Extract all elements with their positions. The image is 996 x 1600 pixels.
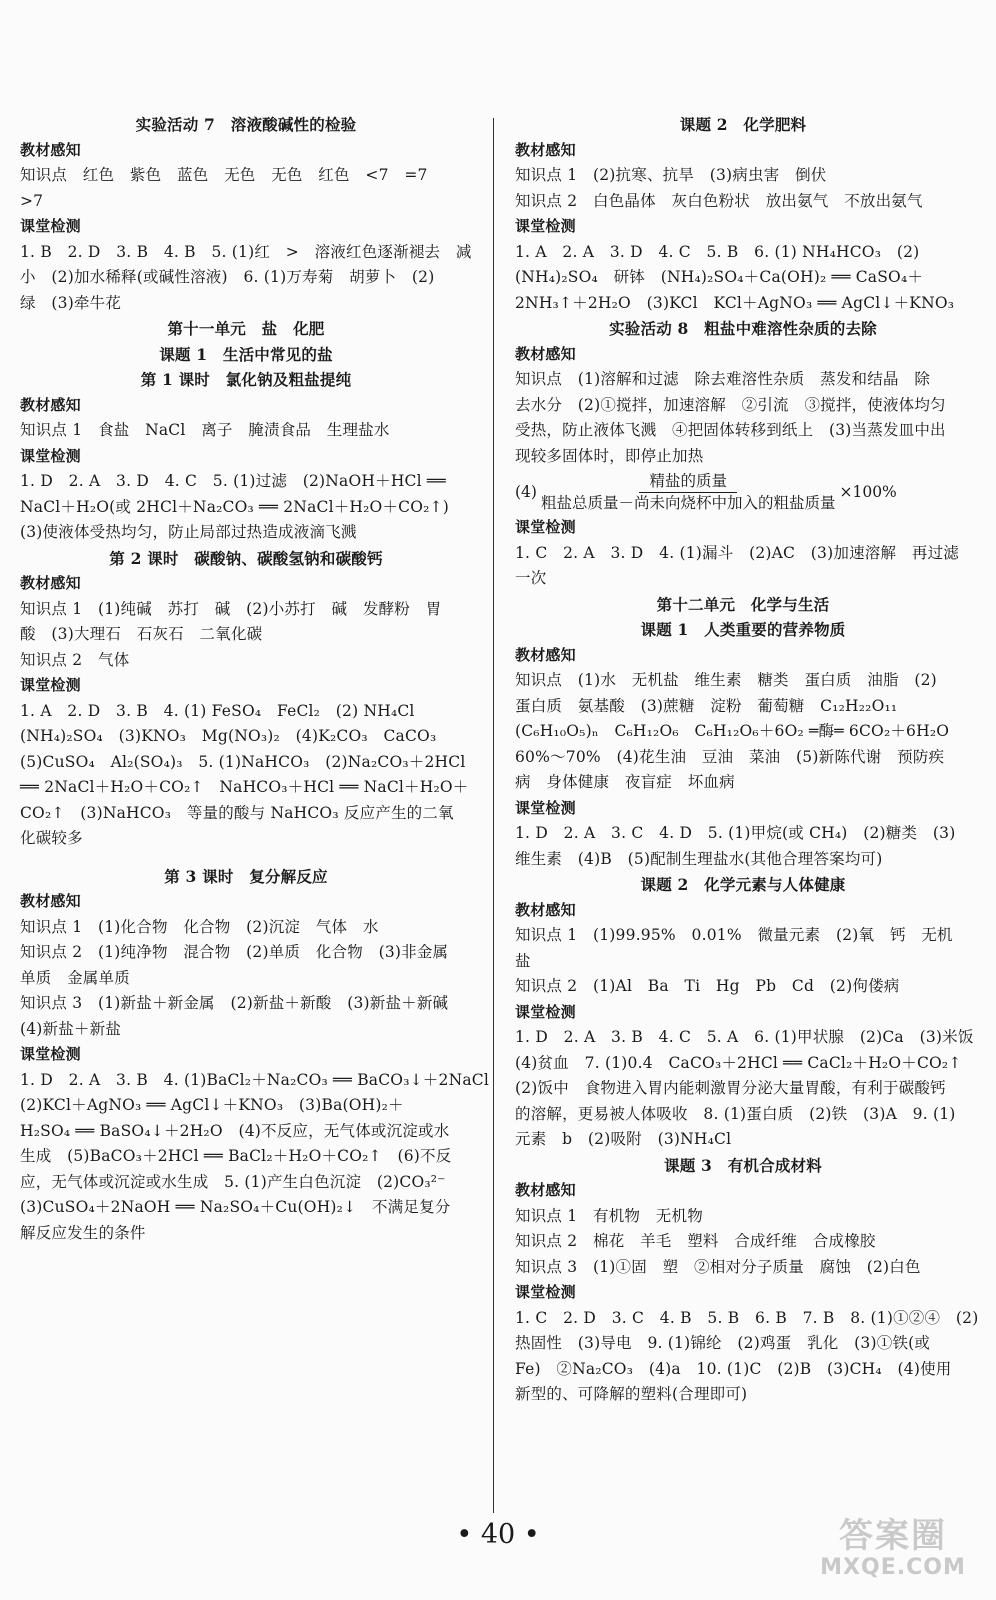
section-title: 第 3 课时 复分解反应 bbox=[164, 866, 328, 886]
text-line: 1. D 2. A 3. B 4. (1)BaCl₂＋Na₂CO₃ ══ BaCO₃↓＋2NaCl bbox=[20, 1070, 489, 1089]
text-line: 生成 (5)BaCO₃＋2HCl ══ BaCl₂＋H₂O＋CO₂↑ (6)不反 bbox=[20, 1147, 452, 1165]
text-line: 1. C 2. D 3. C 4. B 5. B 6. B 7. B 8. (1)①②④ (2) bbox=[515, 1308, 979, 1327]
section-title: 第十二单元 化学与生活 bbox=[656, 594, 830, 614]
spacer bbox=[20, 852, 472, 864]
text-line: 2NH₃↑＋2H₂O (3)KCl KCl＋AgNO₃ ══ AgCl↓＋KNO₃ bbox=[515, 293, 955, 312]
formula-suffix: ×100% bbox=[839, 483, 897, 501]
section-title: 课题 3 有机合成材料 bbox=[664, 1155, 822, 1175]
text-line: 知识点 1 食盐 NaCl 离子 腌渍食品 生理盐水 bbox=[20, 421, 390, 439]
text-line: 一次 bbox=[515, 569, 547, 587]
left-column bbox=[20, 112, 489, 1246]
text-line: 单质 金属单质 bbox=[20, 968, 130, 987]
text-line: (2)饭中 食物进入胃内能刺激胃分泌大量胃酸，有利于碳酸钙 bbox=[515, 1079, 946, 1097]
text-line: (NH₄)₂SO₄ (3)KNO₃ Mg(NO₃)₂ (4)K₂CO₃ CaCO₃ bbox=[20, 727, 437, 745]
text-line: 新型的、可降解的塑料(合理即可) bbox=[515, 1385, 748, 1403]
section-title: 第 1 课时 氯化钠及粗盐提纯 bbox=[140, 370, 352, 389]
formula-prefix: (4) bbox=[515, 483, 537, 501]
page-number: • 40 • bbox=[456, 1519, 540, 1550]
text-line: 元素 b (2)吸附 (3)NH₄Cl bbox=[515, 1130, 732, 1148]
text-line: 知识点 3 (1)新盐＋新金属 (2)新盐＋新酸 (3)新盐＋新碱 bbox=[20, 994, 449, 1012]
text-line: 知识点 3 (1)①固 塑 ②相对分子质量 腐蚀 (2)白色 bbox=[515, 1257, 921, 1276]
text-line: 小 (2)加水稀释(或碱性溶液) 6. (1)万寿菊 胡萝卜 (2) bbox=[20, 268, 435, 286]
text-line: (3)CuSO₄＋2NaOH ══ Na₂SO₄＋Cu(OH)₂↓ 不满足复分 bbox=[20, 1198, 451, 1216]
text-line: 知识点 红色 紫色 蓝色 无色 无色 红色 <7 =7 bbox=[20, 166, 428, 184]
section-title: 第 2 课时 碳酸钠、碳酸氢钠和碳酸钙 bbox=[109, 548, 383, 568]
text-line: 绿 (3)牵牛花 bbox=[20, 293, 122, 312]
text-line: 酸 (3)大理石 石灰石 二氧化碳 bbox=[20, 625, 263, 643]
section-label: 课堂检测 bbox=[515, 1002, 576, 1021]
text-line: 知识点 2 气体 bbox=[20, 650, 130, 669]
text-line: 盐 bbox=[515, 951, 531, 970]
text-line: ══ 2NaCl＋H₂O＋CO₂↑ NaHCO₃＋HCl ══ NaCl＋H₂O＋ bbox=[20, 778, 469, 796]
section-title: 第十一单元 盐 化肥 bbox=[167, 319, 325, 338]
section-label: 教材感知 bbox=[515, 344, 576, 363]
section-label: 教材感知 bbox=[515, 140, 576, 159]
right-column bbox=[515, 112, 979, 1408]
section-label: 课堂检测 bbox=[515, 1283, 576, 1301]
section-label: 教材感知 bbox=[20, 140, 81, 159]
text-line: 知识点 (1)水 无机盐 维生素 糖类 蛋白质 油脂 (2) bbox=[515, 671, 937, 689]
text-line: NaCl＋H₂O(或 2HCl＋Na₂CO₃ ══ 2NaCl＋H₂O＋CO₂↑) bbox=[20, 497, 449, 516]
section-label: 教材感知 bbox=[515, 645, 576, 664]
section-label: 课堂检测 bbox=[20, 1045, 81, 1063]
section-label: 教材感知 bbox=[20, 574, 81, 592]
text-line: 现较多固体时，即停止加热 bbox=[515, 446, 704, 465]
text-line: 1. B 2. D 3. B 4. B 5. (1)红 > 溶液红色逐渐褪去 减 bbox=[20, 242, 472, 261]
section-label: 教材感知 bbox=[515, 1181, 576, 1199]
fraction-denominator: 粗盐总质量－尚未向烧杯中加入的粗盐质量 bbox=[540, 493, 836, 512]
text-line: (C₆H₁₀O₅)ₙ C₆H₁₂O₆ C₆H₁₂O₆＋6O₂ ═酶═ 6CO₂＋6H₂O bbox=[515, 722, 950, 740]
text-line: 1. D 2. A 3. B 4. C 5. A 6. (1)甲状腺 (2)Ca (3)米饭 bbox=[515, 1028, 974, 1046]
fraction bbox=[541, 471, 836, 514]
section-label: 课堂检测 bbox=[20, 676, 81, 694]
section-title: 课题 1 生活中常见的盐 bbox=[159, 344, 333, 364]
section-title: 课题 2 化学肥料 bbox=[679, 115, 807, 134]
text-line: >7 bbox=[20, 191, 44, 210]
watermark-url: MXQE.COM bbox=[820, 1555, 966, 1580]
text-line: 知识点 2 (1)Al Ba Ti Hg Pb Cd (2)佝偻病 bbox=[515, 977, 900, 995]
text-line: 1. D 2. A 3. D 4. C 5. (1)过滤 (2)NaOH＋HCl ══ bbox=[20, 472, 446, 490]
text-line: 1. C 2. A 3. D 4. (1)漏斗 (2)AC (3)加速溶解 再过滤 bbox=[515, 543, 959, 562]
text-line: Fe) ②Na₂CO₃ (4)a 10. (1)C (2)B (3)CH₄ (4)使用 bbox=[515, 1359, 952, 1378]
text-line: 知识点 1 (1)99.95% 0.01% 微量元素 (2)氧 钙 无机 bbox=[515, 926, 953, 944]
text-line: 60%～70% (4)花生油 豆油 菜油 (5)新陈代谢 预防疾 bbox=[515, 747, 945, 766]
text-line: 知识点 (1)溶解和过滤 除去难溶性杂质 蒸发和结晶 除 bbox=[515, 370, 931, 388]
text-line: 去水分 (2)①搅拌，加速溶解 ②引流 ③搅拌，使液体均匀 bbox=[515, 395, 946, 414]
column-divider bbox=[493, 118, 494, 1513]
section-label: 课堂检测 bbox=[20, 446, 81, 465]
text-line: (4)贫血 7. (1)0.4 CaCO₃＋2HCl ══ CaCl₂＋H₂O＋CO₂↑ bbox=[515, 1053, 962, 1072]
section-label: 课堂检测 bbox=[515, 217, 576, 235]
text-line: 知识点 2 棉花 羊毛 塑料 合成纤维 合成橡胶 bbox=[515, 1232, 876, 1250]
text-line: 知识点 1 有机物 无机物 bbox=[515, 1206, 703, 1225]
section-title: 课题 2 化学元素与人体健康 bbox=[640, 875, 846, 894]
section-label: 课堂检测 bbox=[20, 217, 81, 235]
section-title: 实验活动 7 溶液酸碱性的检验 bbox=[135, 115, 357, 134]
text-line: (2)KCl＋AgNO₃ ══ AgCl↓＋KNO₃ (3)Ba(OH)₂＋ bbox=[20, 1096, 404, 1114]
text-line: 热固性 (3)导电 9. (1)锦纶 (2)鸡蛋 乳化 (3)①铁(或 bbox=[515, 1334, 931, 1352]
text-line: CO₂↑ (3)NaHCO₃ 等量的酸与 NaHCO₃ 反应产生的二氧 bbox=[20, 803, 454, 822]
text-line: 知识点 1 (2)抗寒、抗旱 (3)病虫害 倒伏 bbox=[515, 166, 827, 184]
text-line: (4)新盐＋新盐 bbox=[20, 1019, 122, 1038]
text-line: (NH₄)₂SO₄ 研钵 (NH₄)₂SO₄＋Ca(OH)₂ ══ CaSO₄＋ bbox=[515, 268, 924, 286]
text-line: 1. D 2. A 3. C 4. D 5. (1)甲烷(或 CH₄) (2)糖类 (3) bbox=[515, 824, 956, 842]
text-line: 知识点 1 (1)化合物 化合物 (2)沉淀 气体 水 bbox=[20, 917, 379, 936]
section-label: 教材感知 bbox=[20, 395, 81, 414]
watermark-logo: 答案圈 bbox=[839, 1516, 947, 1556]
text-line: 的溶解，更易被人体吸收 8. (1)蛋白质 (2)铁 (3)A 9. (1) bbox=[515, 1104, 956, 1123]
text-line: (3)使液体受热均匀，防止局部过热造成液滴飞溅 bbox=[20, 523, 357, 541]
text-line: 1. A 2. D 3. B 4. (1) FeSO₄ FeCl₂ (2) NH₄Cl bbox=[20, 701, 415, 720]
text-line: 解反应发生的条件 bbox=[20, 1223, 146, 1242]
text-line: 受热，防止液体飞溅 ④把固体转移到纸上 (3)当蒸发皿中出 bbox=[515, 421, 946, 439]
text-line: 知识点 1 (1)纯碱 苏打 碱 (2)小苏打 碱 发酵粉 胃 bbox=[20, 599, 442, 618]
yield-formula bbox=[515, 469, 971, 515]
text-line: H₂SO₄ ══ BaSO₄↓＋2H₂O (4)不反应，无气体或沉淀或水 bbox=[20, 1121, 450, 1140]
text-line: 维生素 (4)B (5)配制生理盐水(其他合理答案均可) bbox=[515, 849, 883, 868]
section-label: 课堂检测 bbox=[515, 518, 576, 536]
text-line: 蛋白质 氨基酸 (3)蔗糖 淀粉 葡萄糖 C₁₂H₂₂O₁₁ bbox=[515, 696, 898, 715]
section-title: 课题 1 人类重要的营养物质 bbox=[640, 620, 846, 639]
section-label: 教材感知 bbox=[515, 900, 576, 919]
section-title: 实验活动 8 粗盐中难溶性杂质的去除 bbox=[609, 319, 877, 338]
section-label: 课堂检测 bbox=[515, 798, 576, 817]
text-line: 病 身体健康 夜盲症 坏血病 bbox=[515, 773, 735, 791]
text-line: 化碳较多 bbox=[20, 829, 83, 847]
text-line: (5)CuSO₄ Al₂(SO₄)₃ 5. (1)NaHCO₃ (2)Na₂CO₃＋2HCl bbox=[20, 752, 466, 771]
watermark bbox=[808, 1516, 978, 1586]
section-label: 教材感知 bbox=[20, 892, 81, 910]
text-line: 知识点 2 白色晶体 灰白色粉状 放出氨气 不放出氨气 bbox=[515, 191, 923, 210]
text-line: 知识点 2 (1)纯净物 混合物 (2)单质 化合物 (3)非金属 bbox=[20, 943, 449, 961]
text-line: 1. A 2. A 3. D 4. C 5. B 6. (1) NH₄HCO₃ (2) bbox=[515, 242, 920, 261]
text-line: 应，无气体或沉淀或水生成 5. (1)产生白色沉淀 (2)CO₃²⁻ bbox=[20, 1172, 446, 1191]
fraction-numerator: 精盐的质量 bbox=[639, 471, 737, 493]
